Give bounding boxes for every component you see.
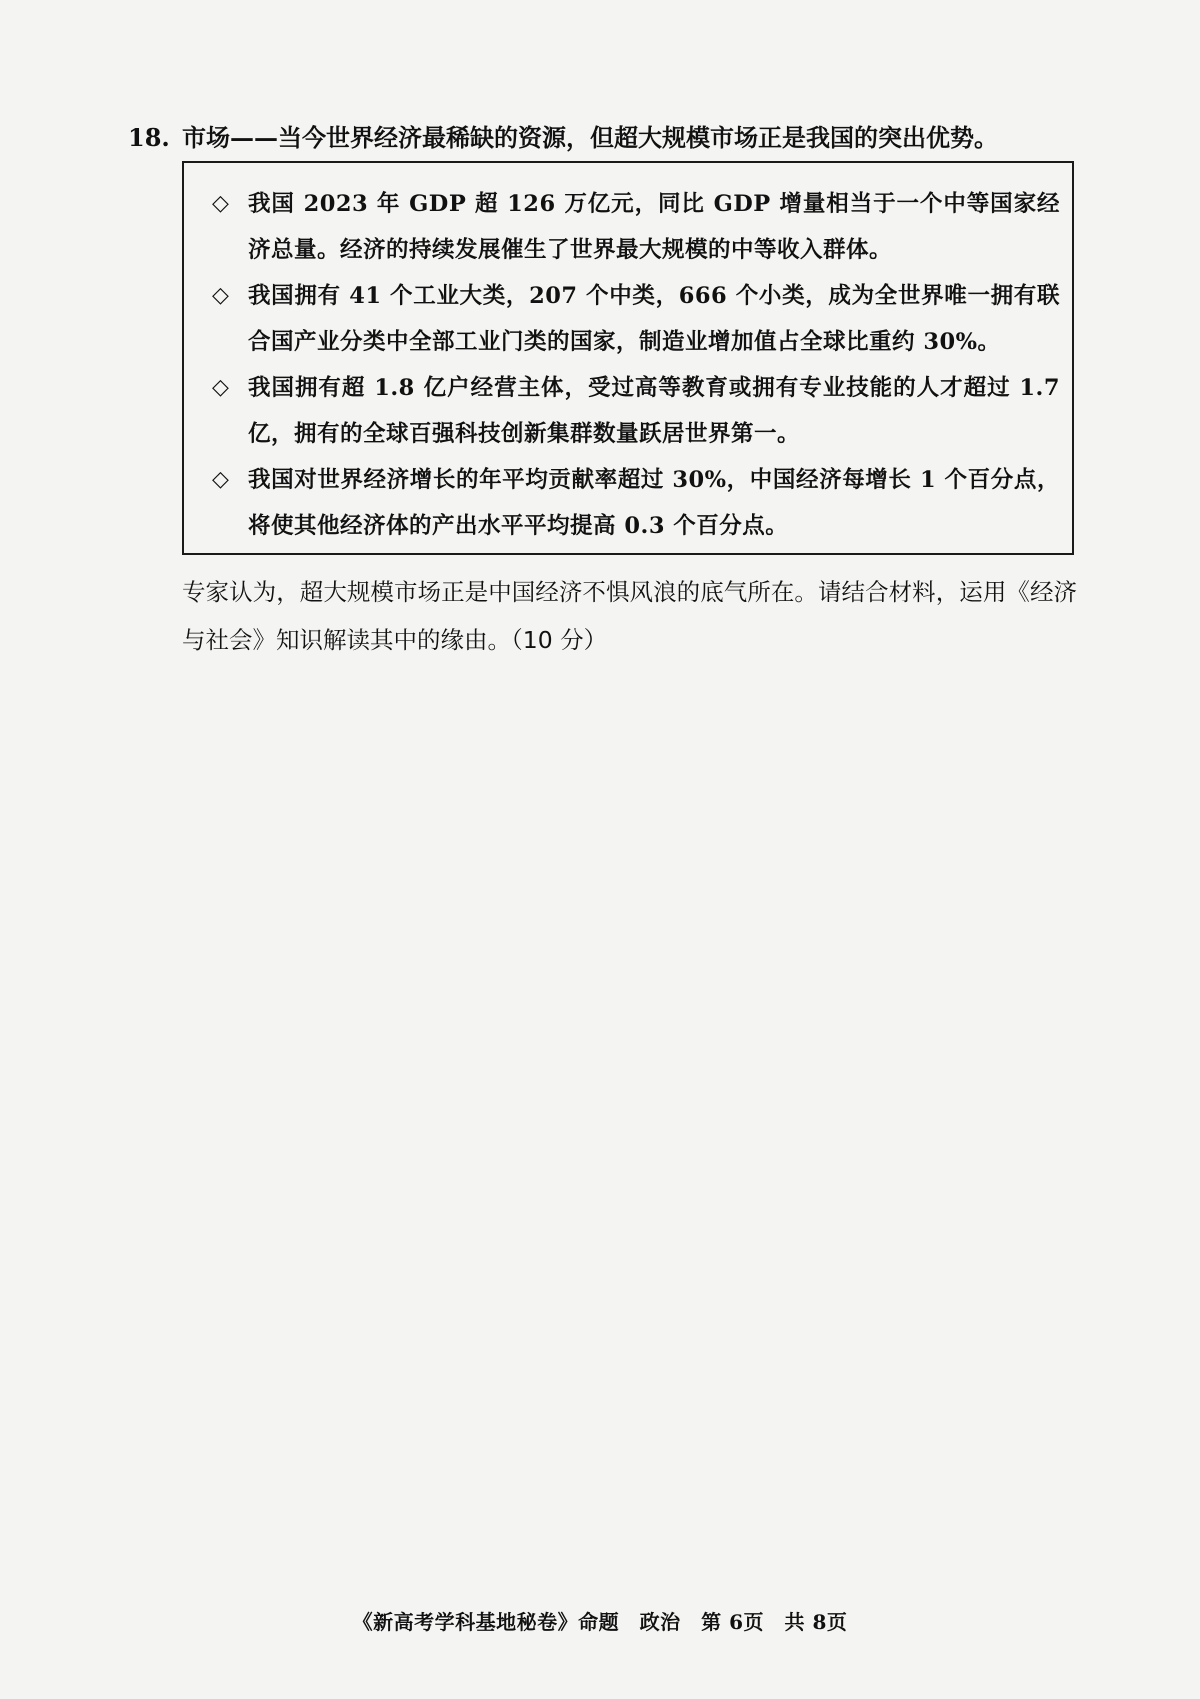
material-item-text: 我国 2023 年 GDP 超 126 万亿元，同比 GDP 增量相当于一个中等国家经济总量。经济的持续发展催生了世界最大规模的中等收入群体。	[248, 191, 1060, 263]
material-item	[212, 273, 1060, 365]
question-stem-text: 市场——当今世界经济最稀缺的资源，但超大规模市场正是我国的突出优势。	[182, 123, 998, 152]
material-item-text: 我国拥有 41 个工业大类，207 个中类，666 个小类，成为全世界唯一拥有联合国产业分类中全部工业门类的国家，制造业增加值占全球比重约 30%。	[248, 283, 1060, 355]
question-number: 18.	[128, 123, 170, 152]
diamond-bullet-icon: ◇	[212, 375, 230, 400]
question-prompt: 专家认为，超大规模市场正是中国经济不惧风浪的底气所在。请结合材料，运用《经济与社会》知识解读其中的缘由。（10 分）	[182, 578, 1077, 654]
page-footer: 《新高考学科基地秘卷》命题 政治 第 6页 共 8页	[352, 1610, 848, 1634]
material-item-text: 我国拥有超 1.8 亿户经营主体，受过高等教育或拥有专业技能的人才超过 1.7 亿，拥有的全球百强科技创新集群数量跃居世界第一。	[248, 375, 1060, 447]
question-stem	[128, 120, 1068, 156]
material-item	[212, 365, 1060, 457]
material-item-text: 我国对世界经济增长的年平均贡献率超过 30%，中国经济每增长 1 个百分点，将使其他经济体的产出水平平均提高 0.3 个百分点。	[248, 467, 1060, 539]
diamond-bullet-icon: ◇	[212, 467, 230, 492]
material-item	[212, 457, 1060, 549]
material-box	[182, 161, 1074, 555]
material-item	[212, 181, 1060, 273]
diamond-bullet-icon: ◇	[212, 283, 230, 308]
diamond-bullet-icon: ◇	[212, 191, 230, 216]
